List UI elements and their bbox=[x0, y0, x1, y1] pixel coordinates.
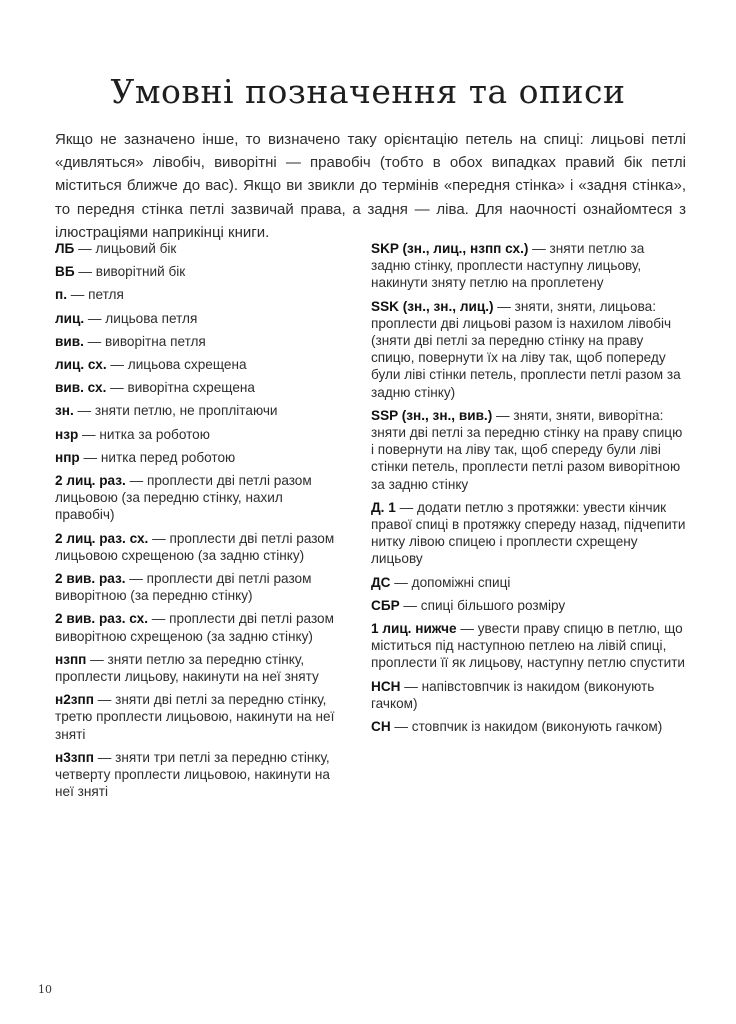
glossary-entry bbox=[371, 298, 687, 401]
glossary-entry bbox=[55, 472, 337, 524]
glossary-definition: — нитка за роботою bbox=[78, 426, 210, 442]
glossary-entry bbox=[55, 449, 337, 466]
glossary-definition: — виворітна петля bbox=[83, 333, 206, 349]
glossary-entry bbox=[55, 749, 337, 801]
glossary-term: Д. 1 bbox=[371, 499, 396, 515]
glossary-entry bbox=[371, 407, 687, 493]
glossary-term: СН bbox=[371, 719, 391, 735]
glossary-term: SSK (зн., зн., лиц.) bbox=[371, 298, 494, 314]
glossary-definition: — допоміжні спиці bbox=[390, 574, 511, 590]
glossary-term: нзр bbox=[55, 426, 79, 442]
glossary-entry bbox=[371, 678, 687, 712]
glossary-term: СБР bbox=[371, 597, 400, 613]
glossary-term: 2 вив. раз. сх. bbox=[55, 611, 149, 627]
glossary-definition: — зняти петлю за задню стінку, проплести наступну лицьову, накинути зняту петлю на проплетену bbox=[371, 241, 645, 291]
glossary-term: нзпп bbox=[55, 651, 87, 667]
glossary-definition: — лицьова петля bbox=[84, 310, 198, 326]
glossary-columns bbox=[55, 240, 687, 806]
glossary-term: 1 лиц. нижче bbox=[371, 621, 457, 637]
glossary-entry bbox=[55, 263, 337, 280]
glossary-entry bbox=[55, 379, 337, 396]
glossary-definition: — додати петлю з протяжки: увести кінчик правої спиці в протяжку спереду назад, підчепити нитку лівою спицею і проплести схрещену лицьову bbox=[371, 499, 686, 567]
glossary-definition: — проплести дві петлі разом лицьовою (за передню стінку, нахил правобіч) bbox=[55, 473, 312, 523]
glossary-term: ВБ bbox=[55, 264, 75, 280]
glossary-definition: — проплести дві петлі разом лицьовою схрещеною (за задню стінку) bbox=[55, 530, 335, 563]
glossary-entry bbox=[55, 651, 337, 685]
glossary-term: лиц. сх. bbox=[55, 357, 107, 373]
glossary-entry bbox=[55, 570, 337, 604]
glossary-term: НСН bbox=[371, 678, 401, 694]
glossary-term: н2зпп bbox=[55, 692, 94, 708]
glossary-term: SSP (зн., зн., вив.) bbox=[371, 407, 493, 423]
page-number: 10 bbox=[38, 983, 52, 996]
glossary-definition: — виворітний бік bbox=[74, 264, 186, 280]
glossary-entry bbox=[55, 356, 337, 373]
glossary-term: нпр bbox=[55, 449, 80, 465]
glossary-definition: — зняти, зняти, лицьова: проплести дві лицьові разом із нахилом лівобіч (зняти дві петлі за передню стінку на праву спицю, повернути їх на ліву так, щоб попереду були ліві стінки петель, проплести петлі разом за задню стінку) bbox=[371, 298, 681, 400]
glossary-definition: — зняти три петлі за передню стінку, четверту проплести лицьовою, накинути на неї зняті bbox=[55, 749, 330, 800]
glossary-definition: — нитка перед роботою bbox=[79, 449, 236, 465]
glossary-definition: — зняти петлю за передню стінку, проплести лицьову, накинути на неї зняту bbox=[55, 651, 319, 685]
glossary-definition: — зняти петлю, не проплітаючи bbox=[73, 403, 278, 419]
glossary-term: SKP (зн., лиц., нзпп сх.) bbox=[371, 241, 529, 256]
glossary-entry bbox=[55, 333, 337, 350]
glossary-term: зн. bbox=[55, 403, 74, 419]
glossary-term: ДС bbox=[371, 574, 391, 590]
glossary-entry bbox=[55, 691, 337, 743]
glossary-entry bbox=[371, 620, 687, 672]
glossary-entry bbox=[371, 718, 687, 735]
glossary-term: ЛБ bbox=[55, 241, 75, 256]
glossary-column-right bbox=[371, 240, 687, 806]
glossary-entry bbox=[55, 286, 337, 303]
glossary-entry bbox=[55, 310, 337, 327]
glossary-term: н3зпп bbox=[55, 749, 94, 765]
glossary-term: 2 вив. раз. bbox=[55, 571, 126, 587]
glossary-definition: — напівстовпчик із накидом (виконують гачком) bbox=[371, 678, 655, 711]
glossary-definition: — зняти дві петлі за передню стінку, третю проплести лицьовою, накинути на неї зняті bbox=[55, 692, 335, 742]
glossary-term: вив. bbox=[55, 333, 84, 349]
page-title: Умовні позначення та описи bbox=[110, 72, 626, 112]
glossary-definition: — проплести дві петлі разом виворітною схрещеною (за задню стінку) bbox=[55, 611, 334, 644]
glossary-term: 2 лиц. раз. сх. bbox=[55, 530, 149, 546]
glossary-term: лиц. bbox=[55, 310, 85, 326]
glossary-definition: — лицьова схрещена bbox=[106, 357, 247, 373]
glossary-entry bbox=[371, 499, 687, 568]
glossary-definition: — стовпчик із накидом (виконують гачком) bbox=[390, 719, 663, 735]
glossary-entry bbox=[55, 240, 337, 257]
glossary-entry bbox=[55, 610, 337, 644]
glossary-entry bbox=[371, 574, 687, 591]
glossary-column-left bbox=[55, 240, 337, 806]
glossary-entry bbox=[371, 240, 687, 292]
intro-paragraph: Якщо не зазначено інше, то визначено таку орієнтацію петель на спиці: лицьові петлі «дивляться» лівобіч, виворітні — правобіч (тобто в обох випадках правий бік петлі міститься ближче до вас). Якщо ви звикли до термінів «передня стінка» і «задня стінка», то передня стінка петлі зазвичай права, а задня — ліва. Для наочності ознайомтеся з ілюстраціями наприкінці книги. bbox=[55, 131, 686, 241]
glossary-definition: — увести праву спицю в петлю, що міститься під наступною петлею на лівій спиці, проплести її як лицьову, наступну петлю спустити bbox=[371, 621, 686, 671]
glossary-term: вив. сх. bbox=[55, 380, 107, 396]
glossary-term: 2 лиц. раз. bbox=[55, 473, 126, 489]
glossary-definition: — зняти, зняти, виворітна: зняти дві петлі за передню стінку на праву спицю і повернути на ліву так, щоб спереду були ліві стінки петель, проплести петлі разом виворітною за задню стінку bbox=[371, 407, 683, 492]
glossary-entry bbox=[55, 402, 337, 419]
glossary-definition: — спиці більшого розміру bbox=[399, 597, 566, 613]
glossary-definition: — петля bbox=[67, 287, 124, 303]
glossary-entry bbox=[55, 426, 337, 443]
glossary-entry bbox=[371, 597, 687, 614]
glossary-entry bbox=[55, 530, 337, 564]
glossary-definition: — виворітна схрещена bbox=[106, 380, 255, 396]
glossary-definition: — лицьовий бік bbox=[74, 241, 177, 256]
glossary-term: п. bbox=[55, 287, 67, 303]
glossary-definition: — проплести дві петлі разом виворітною (за передню стінку) bbox=[55, 571, 312, 604]
